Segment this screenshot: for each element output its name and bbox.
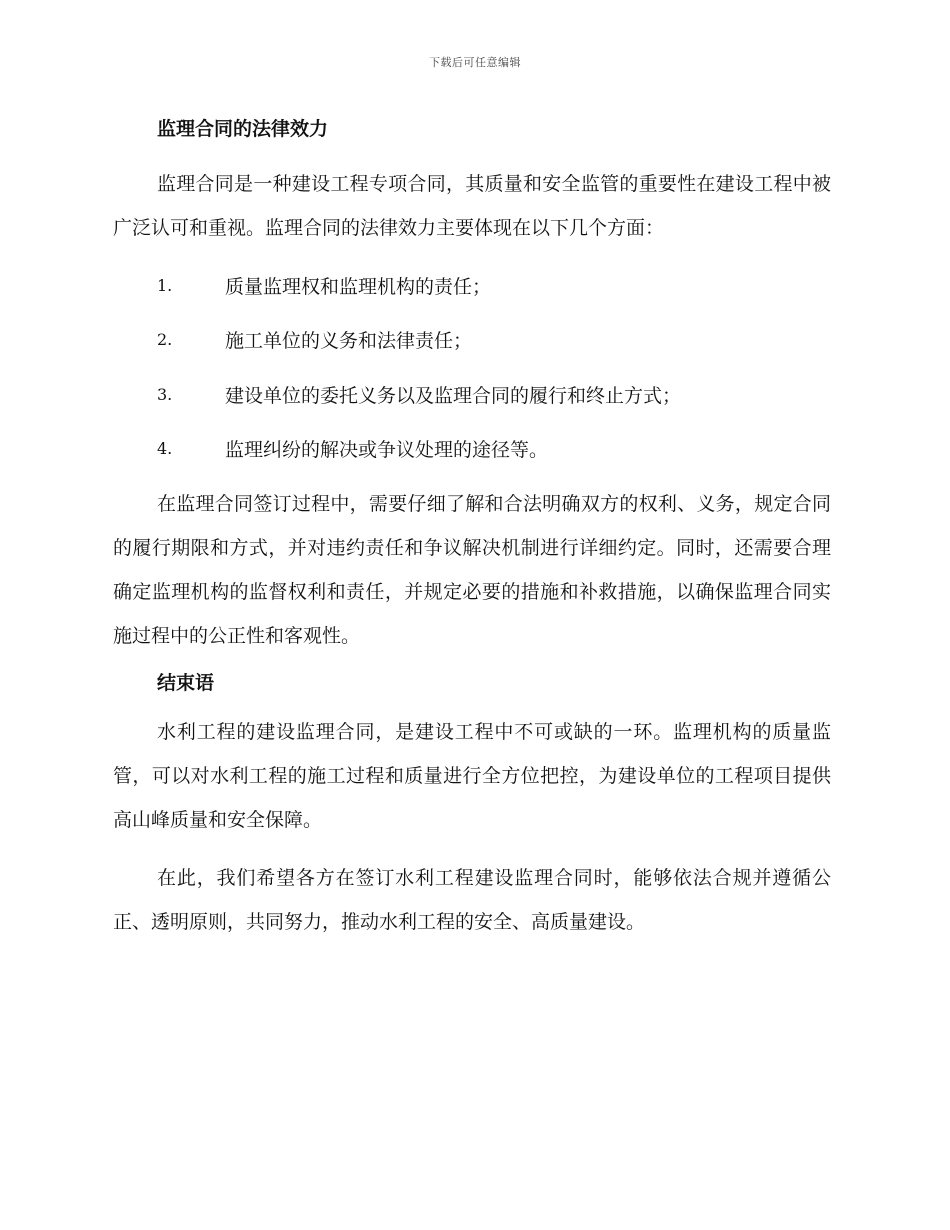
legal-effect-list [113, 258, 831, 476]
closing-paragraph: 在监理合同签订过程中，需要仔细了解和合法明确双方的权利、义务，规定合同的履行期限和方式，并对违约责任和争议解决机制进行详细约定。同时，还需要合理确定监理机构的监督权利和责任，并规定必要的措施和补救措施，以确保监理合同实施过程中的公正性和客观性。 [113, 493, 831, 647]
list-item [113, 313, 831, 368]
list-item [113, 422, 831, 477]
list-item-number: 2. [157, 330, 173, 350]
list-item-text: 施工单位的义务和法律责任； [225, 330, 473, 353]
list-item-text: 建设单位的委托义务以及监理合同的履行和终止方式； [225, 384, 682, 407]
section-title-conclusion: 结束语 [157, 672, 215, 694]
list-item-text: 监理纠纷的解决或争议处理的途径等。 [225, 439, 549, 462]
header-note: 下载后可任意编辑 [429, 56, 521, 69]
list-item [113, 367, 831, 422]
list-item-number: 1. [157, 275, 173, 295]
intro-paragraph: 监理合同是一种建设工程专项合同，其质量和安全监管的重要性在建设工程中被广泛认可和重视。监理合同的法律效力主要体现在以下几个方面： [113, 173, 831, 239]
conclusion-paragraph-1: 水利工程的建设监理合同，是建设工程中不可或缺的一环。监理机构的质量监管，可以对水利工程的施工过程和质量进行全方位把控，为建设单位的工程项目提供高山峰质量和安全保障。 [113, 721, 831, 831]
section-title-legal-effect: 监理合同的法律效力 [157, 118, 329, 140]
list-item-number: 3. [157, 384, 173, 404]
conclusion-paragraph-2: 在此，我们希望各方在签订水利工程建设监理合同时，能够依法合规并遵循公正、透明原则，共同努力，推动水利工程的安全、高质量建设。 [113, 867, 831, 933]
list-item [113, 258, 831, 313]
list-item-number: 4. [157, 439, 173, 459]
document-body [113, 110, 831, 944]
list-item-text: 质量监理权和监理机构的责任； [225, 275, 492, 298]
